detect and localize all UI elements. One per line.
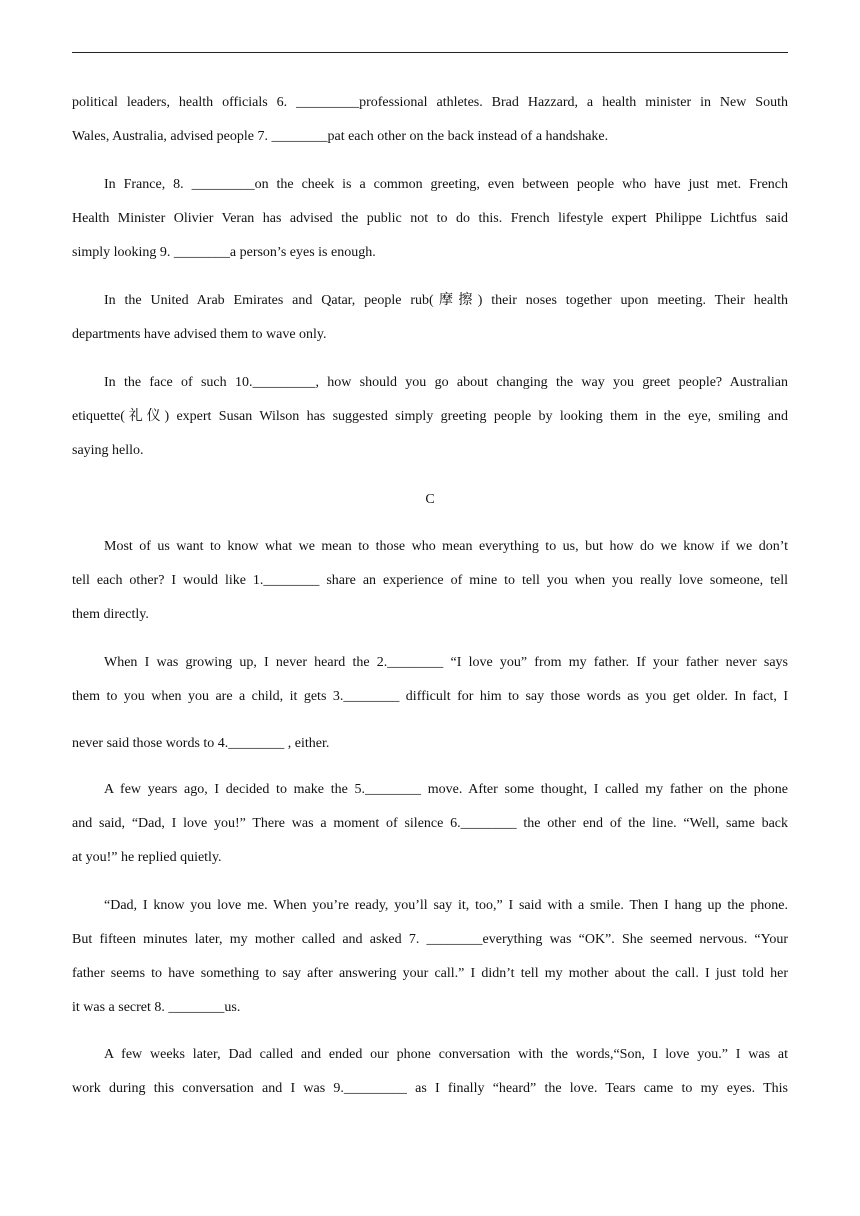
text-line: never said those words to 4.________ , either. <box>72 736 330 751</box>
paragraph-b-4 <box>72 366 788 468</box>
text-line: In France, 8. _________on the cheek is a common greeting, even between people who have just met. French <box>104 177 788 192</box>
text-line: work during this conversation and I was 9._________ as I finally “heard” the love. Tears came to my eyes. This <box>72 1081 788 1096</box>
text-line: In the United Arab Emirates and Qatar, people rub(摩擦) their noses together upon meeting. Their health <box>104 293 788 308</box>
paragraph-b-1 <box>72 86 788 154</box>
text-line: simply looking 9. ________a person’s eyes is enough. <box>72 245 376 260</box>
text-line: saying hello. <box>72 443 144 458</box>
text-line: tell each other? I would like 1.________ share an experience of mine to tell you when you really love someone, tell <box>72 573 788 588</box>
text-line: A few weeks later, Dad called and ended our phone conversation with the words,“Son, I love you.” I was at <box>104 1047 788 1062</box>
text-line: it was a secret 8. ________us. <box>72 1000 241 1015</box>
paragraph-c-5 <box>72 1038 788 1106</box>
paragraph-b-3 <box>72 284 788 352</box>
text-line: A few years ago, I decided to make the 5.________ move. After some thought, I called my father on the phone <box>104 782 788 797</box>
text-line: political leaders, health officials 6. _________professional athletes. Brad Hazzard, a health minister in New South <box>72 95 788 110</box>
text-line: departments have advised them to wave only. <box>72 327 327 342</box>
text-line: and said, “Dad, I love you!” There was a moment of silence 6.________ the other end of the line. “Well, same back <box>72 816 788 831</box>
text-line: them directly. <box>72 607 149 622</box>
text-line: them to you when you are a child, it gets 3.________ difficult for him to say those words as you get older. In fact, I <box>72 689 788 704</box>
text-line: at you!” he replied quietly. <box>72 850 222 865</box>
text-line: “Dad, I know you love me. When you’re ready, you’ll say it, too,” I said with a smile. Then I hang up the phone. <box>104 898 788 913</box>
paragraph-b-2 <box>72 168 788 270</box>
paragraph-c-2 <box>72 646 788 761</box>
text-line: Wales, Australia, advised people 7. ________pat each other on the back instead of a handshake. <box>72 129 609 144</box>
text-line: etiquette(礼仪) expert Susan Wilson has suggested simply greeting people by looking them in the eye, smiling and <box>72 409 788 424</box>
header-rule <box>72 52 788 53</box>
text-line: Health Minister Olivier Veran has advised the public not to do this. French lifestyle expert Philippe Lichtfus said <box>72 211 788 226</box>
paragraph-c-1 <box>72 530 788 632</box>
paragraph-c-3 <box>72 773 788 875</box>
paragraph-c-4 <box>72 889 788 1025</box>
text-line: But fifteen minutes later, my mother called and asked 7. ________everything was “OK”. She seemed nervous. “Your <box>72 932 788 947</box>
text-line: father seems to have something to say after answering your call.” I didn’t tell my mother about the call. I just told her <box>72 966 788 981</box>
text-line: In the face of such 10._________, how should you go about changing the way you greet people? Australian <box>104 375 788 390</box>
text-line: When I was growing up, I never heard the 2.________ “I love you” from my father. If your father never says <box>104 655 788 670</box>
text-line: Most of us want to know what we mean to those who mean everything to us, but how do we know if we don’t <box>104 539 788 554</box>
section-heading: C <box>425 492 435 507</box>
